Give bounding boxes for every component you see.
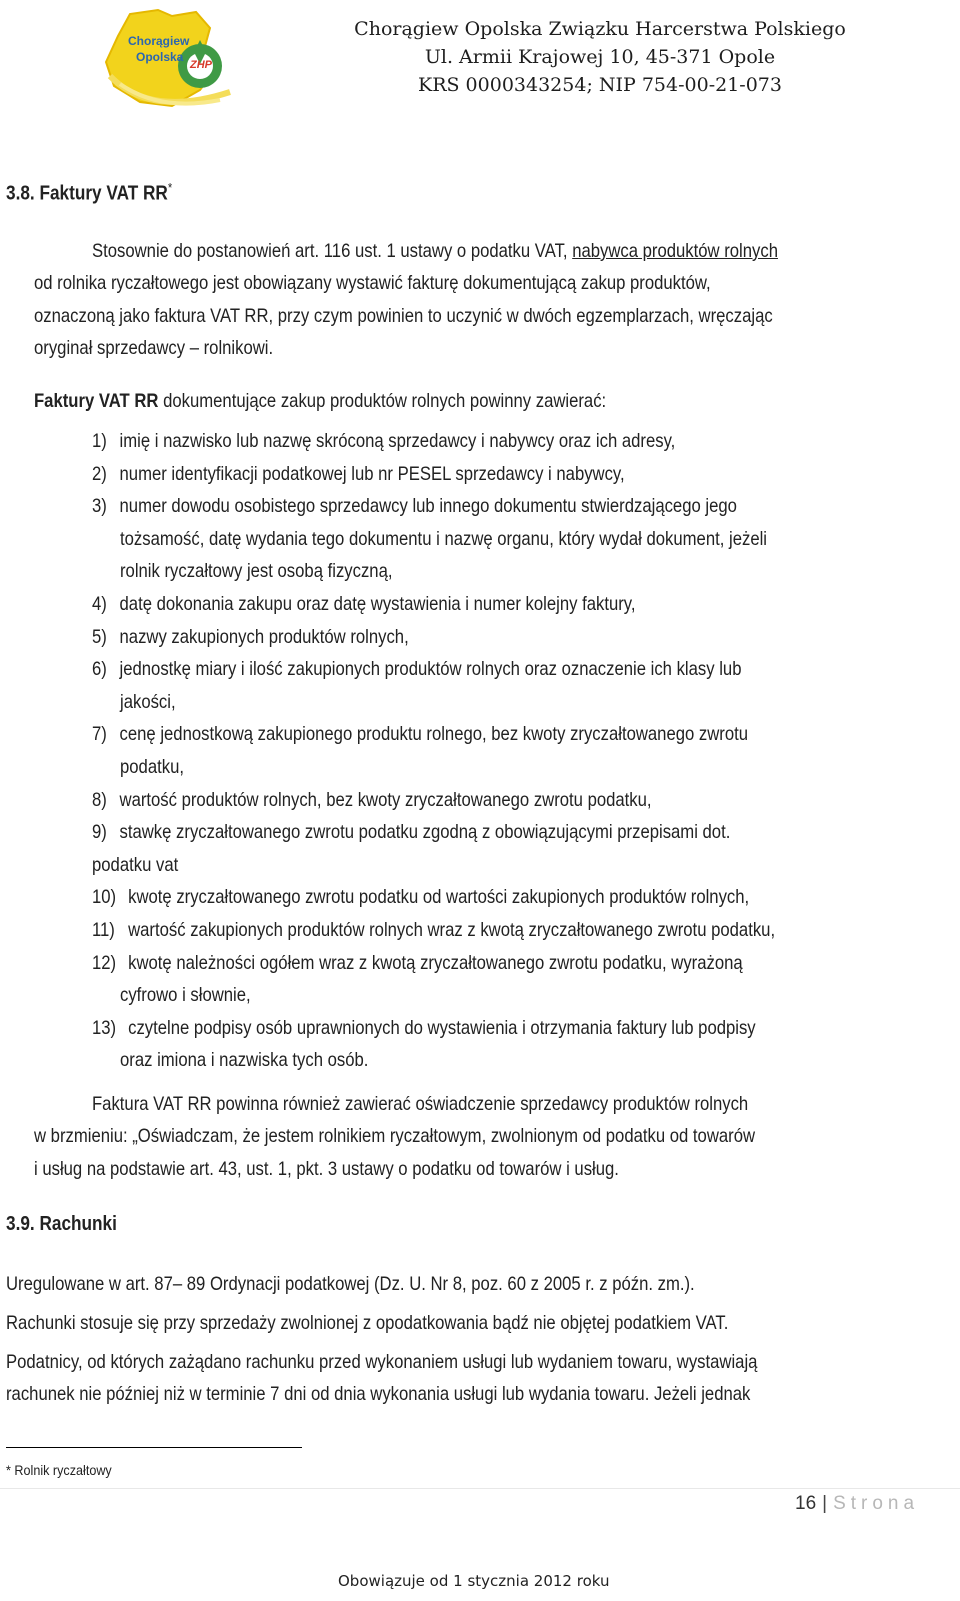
logo-text-line1: Chorągiew: [128, 34, 190, 48]
list-item-text: numer dowodu osobistego sprzedawcy lub innego dokumentu stwierdzającego jego: [119, 495, 737, 518]
paragraph-line: oznaczoną jako faktura VAT RR, przy czym powinien to uczynić w dwóch egzemplarzach, wręczając: [34, 305, 773, 327]
paragraph-line: Rachunki stosuje się przy sprzedaży zwolnionej z opodatkowania bądź nie objętej podatkiem VAT.: [6, 1312, 729, 1334]
paragraph-line: i usług na podstawie art. 43, ust. 1, pkt. 3 ustawy o podatku od towarów i usług.: [34, 1158, 619, 1180]
list-item: [92, 588, 636, 621]
list-item: [92, 425, 675, 458]
list-item-text: numer identyfikacji podatkowej lub nr PESEL sprzedawcy i nabywcy,: [119, 462, 625, 485]
footer-divider: [0, 1488, 960, 1489]
list-intro: Faktury VAT RR dokumentujące zakup produktów rolnych powinny zawierać:: [34, 390, 607, 412]
footnote: [6, 1462, 112, 1478]
list-number: 3): [92, 495, 107, 518]
list-item: [92, 621, 409, 654]
list-item: [92, 881, 749, 914]
list-item: [92, 947, 743, 980]
footnote-marker: *: [167, 180, 173, 195]
paragraph-line: oryginał sprzedawcy – rolnikowi.: [34, 337, 274, 359]
list-item-text: podatku,: [120, 756, 184, 778]
validity-note: Obowiązuje od 1 stycznia 2012 roku: [338, 1572, 610, 1590]
list-item-text: cyfrowo i słownie,: [120, 984, 251, 1007]
page-number-value: 16: [795, 1493, 817, 1514]
list-item-text: kwotę zryczałtowanego zwrotu podatku od wartości zakupionych produktów rolnych,: [128, 886, 750, 909]
list-item: [92, 784, 652, 817]
list-item-text: oraz imiona i nazwiska tych osób.: [120, 1049, 369, 1072]
list-number: 6): [92, 658, 107, 681]
footnote-mark: *: [6, 1462, 11, 1478]
list-item-continuation: [120, 686, 176, 719]
org-name: Chorągiew Opolska Związku Harcerstwa Polskiego: [354, 18, 846, 40]
list-item-continuation: [120, 523, 767, 556]
list-number: 1): [92, 430, 107, 452]
page-separator: |: [822, 1493, 828, 1514]
page-number: [795, 1493, 919, 1515]
list-number: 11): [92, 919, 115, 941]
list-item-text: nazwy zakupionych produktów rolnych,: [119, 625, 409, 648]
paragraph-line: od rolnika ryczałtowego jest obowiązany wystawić fakturę dokumentującą zakup produktów,: [34, 272, 711, 294]
list-number: 2): [92, 462, 107, 485]
list-number: 4): [92, 593, 107, 615]
paragraph-line: Uregulowane w art. 87– 89 Ordynacji podatkowej (Dz. U. Nr 8, poz. 60 z 2005 r. z późn. zm.).: [6, 1273, 695, 1295]
paragraph-line: Stosownie do postanowień art. 116 ust. 1 ustawy o podatku VAT, nabywca produktów rolnych: [92, 240, 778, 262]
logo-badge: ZHP: [190, 59, 212, 71]
list-item-text: cenę jednostkową zakupionego produktu rolnego, bez kwoty zryczałtowanego zwrotu: [119, 723, 749, 746]
paragraph-line: w brzmieniu: „Oświadczam, że jestem rolnikiem ryczałtowym, zwolnionym od podatku od towarów: [34, 1125, 756, 1147]
list-item: [92, 718, 748, 751]
list-item: [92, 816, 730, 849]
section-title-3-8: 3.8. Faktury VAT RR*: [6, 180, 173, 205]
page-word: Strona: [833, 1493, 920, 1514]
list-number: 9): [92, 821, 107, 844]
list-number: 7): [92, 723, 107, 746]
list-item-text: kwotę należności ogółem wraz z kwotą zryczałtowanego zwrotu podatku, wyrażoną: [128, 951, 743, 974]
list-item-text: rolnik ryczałtowy jest osobą fizyczną,: [120, 560, 393, 583]
list-item: [92, 653, 741, 686]
list-item-continuation: [120, 751, 184, 784]
list-number: 12): [92, 951, 117, 974]
list-number: 10): [92, 886, 117, 909]
list-item-text: wartość zakupionych produktów rolnych wraz z kwotą zryczałtowanego zwrotu podatku,: [128, 919, 776, 941]
paragraph-line: Podatnicy, od których zażądano rachunku przed wykonaniem usługi lub wydaniem towaru, wystawiają: [6, 1351, 758, 1373]
list-item-text: podatku vat: [92, 853, 179, 876]
paragraph-line: Faktura VAT RR powinna również zawierać oświadczenie sprzedawcy produktów rolnych: [92, 1093, 749, 1115]
footnote-separator: [6, 1447, 302, 1448]
section-title-3-9: 3.9. Rachunki: [6, 1213, 117, 1235]
list-number: 8): [92, 788, 107, 811]
list-item-continuation: [92, 849, 178, 882]
list-item-text: datę dokonania zakupu oraz datę wystawienia i numer kolejny faktury,: [119, 593, 636, 615]
paragraph-line: rachunek nie później niż w terminie 7 dni od dnia wykonania usługi lub wydania towaru. Jeżeli jednak: [6, 1383, 751, 1405]
list-item-text: stawkę zryczałtowanego zwrotu podatku zgodną z obowiązującymi przepisami dot.: [119, 821, 731, 844]
list-item-continuation: [120, 555, 392, 588]
list-number: 5): [92, 625, 107, 648]
list-item-text: imię i nazwisko lub nazwę skróconą sprzedawcy i nabywcy oraz ich adresy,: [119, 430, 676, 452]
list-item: [92, 1012, 756, 1045]
organization-logo: [100, 6, 240, 118]
org-ids: KRS 0000343254; NIP 754-00-21-073: [418, 74, 782, 96]
list-number: 13): [92, 1016, 117, 1039]
underlined-phrase: nabywca produktów rolnych: [572, 240, 778, 262]
logo-text-line2: Opolska: [136, 50, 184, 64]
footnote-text: Rolnik ryczałtowy: [14, 1462, 112, 1478]
org-address: Ul. Armii Krajowej 10, 45-371 Opole: [424, 46, 776, 68]
list-item-text: jednostkę miary i ilość zakupionych produktów rolnych oraz oznaczenie ich klasy lub: [119, 658, 742, 681]
list-item-text: czytelne podpisy osób uprawnionych do wystawienia i otrzymania faktury lub podpisy: [128, 1016, 756, 1039]
list-item-continuation: [120, 979, 251, 1012]
list-item-text: wartość produktów rolnych, bez kwoty zryczałtowanego zwrotu podatku,: [119, 788, 652, 811]
list-item: [92, 458, 625, 491]
list-item: [92, 914, 775, 947]
list-item-continuation: [120, 1044, 368, 1077]
list-item-text: tożsamość, datę wydania tego dokumentu i nazwę organu, który wydał dokument, jeżeli: [120, 527, 768, 550]
list-item-text: jakości,: [120, 690, 176, 713]
list-item: [92, 490, 737, 523]
